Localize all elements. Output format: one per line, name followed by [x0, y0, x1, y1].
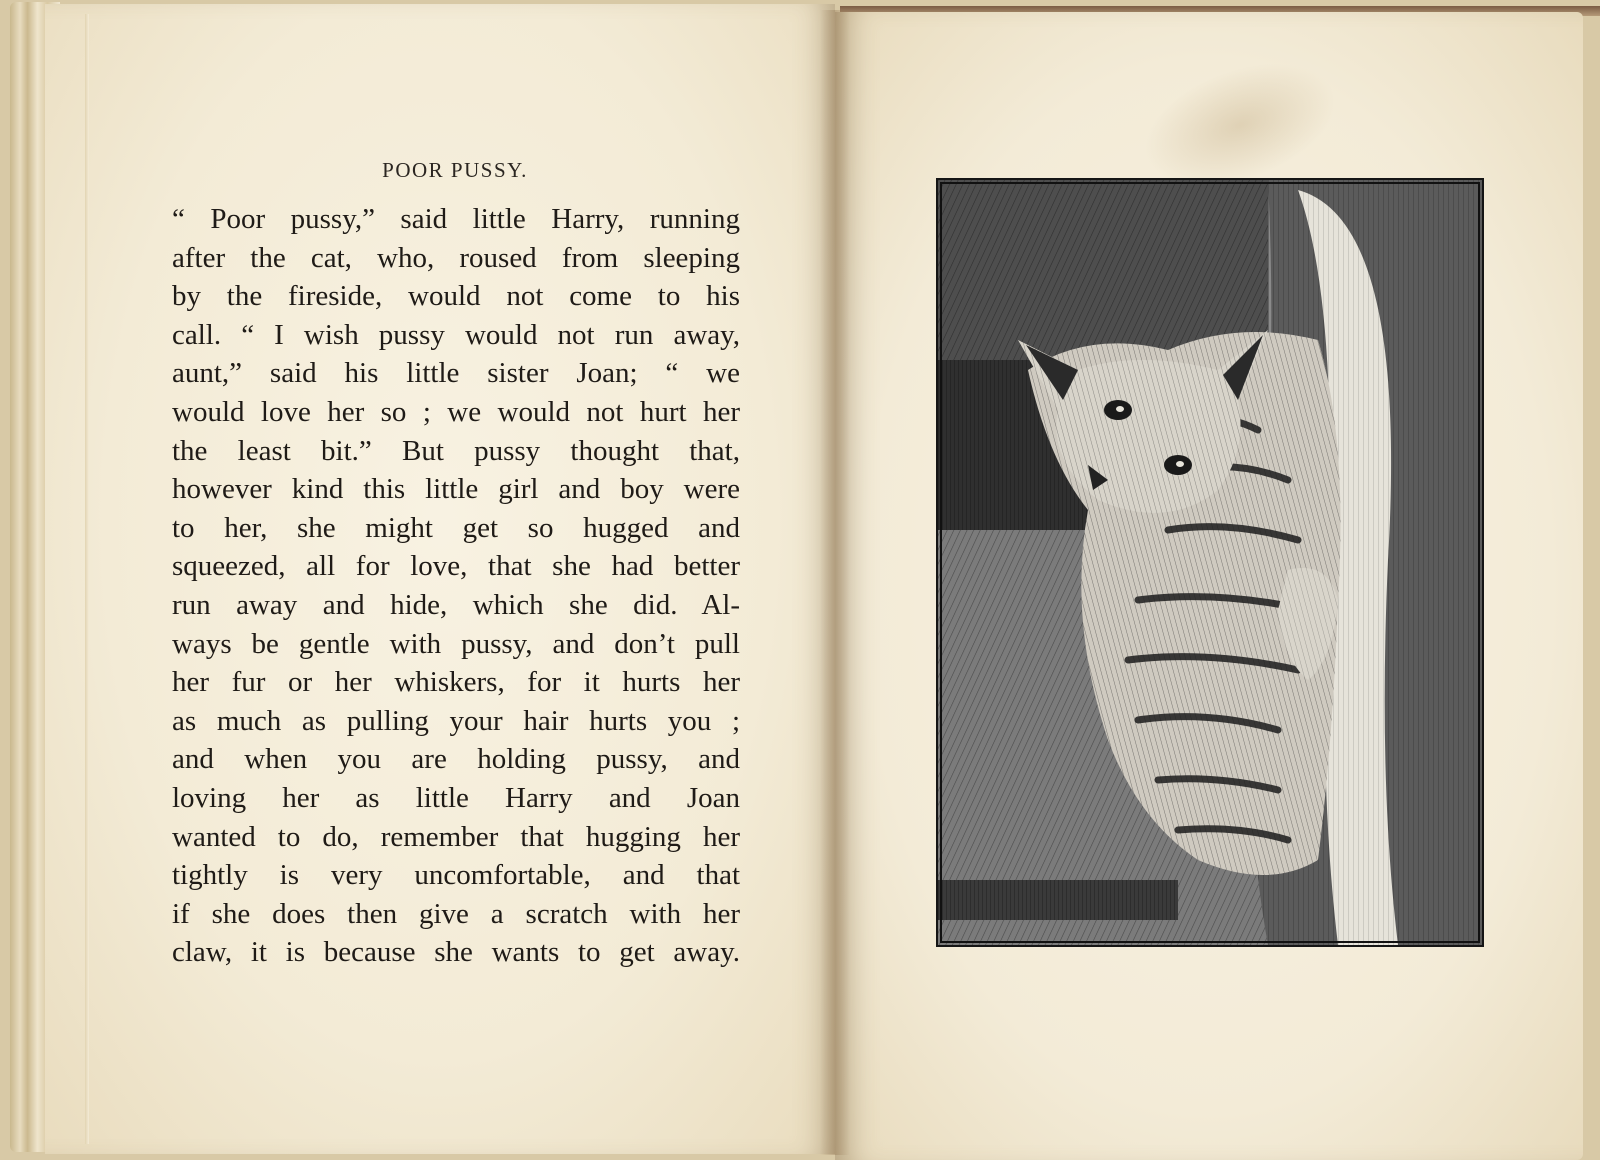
running-head: POOR PUSSY. — [382, 158, 528, 182]
text-line: run away and hide, which she did. Al- — [172, 588, 740, 621]
text-line: aunt,” said his little sister Joan; “ we — [172, 357, 740, 390]
page-shadow — [85, 14, 89, 1144]
text-line: however kind this little girl and boy were — [172, 473, 740, 506]
text-line: call. “ I wish pussy would not run away, — [172, 318, 740, 351]
text-line: by the fireside, would not come to his — [172, 280, 740, 313]
text-line: after the cat, who, roused from sleeping — [172, 241, 740, 274]
text-line: ways be gentle with pussy, and don’t pull — [172, 627, 740, 660]
text-line: would love her so ; we would not hurt her — [172, 395, 740, 428]
story-text — [172, 200, 740, 972]
text-line: “ Poor pussy,” said little Harry, running — [172, 203, 740, 235]
text-line: her fur or her whiskers, for it hurts her — [172, 666, 740, 699]
text-line: claw, it is because she wants to get away. — [172, 936, 740, 969]
text-line: loving her as little Harry and Joan — [172, 781, 740, 814]
text-line: and when you are holding pussy, and — [172, 743, 740, 776]
engraving-tabby-cat-icon — [938, 180, 1482, 945]
book-gutter — [820, 10, 850, 1155]
text-line: to her, she might get so hugged and — [172, 511, 740, 544]
text-line: as much as pulling your hair hurts you ; — [172, 704, 740, 737]
cat-illustration — [936, 178, 1484, 947]
text-line: squeezed, all for love, that she had better — [172, 550, 740, 583]
text-line: wanted to do, remember that hugging her — [172, 820, 740, 853]
text-line: if she does then give a scratch with her — [172, 897, 740, 930]
text-line: the least bit.” But pussy thought that, — [172, 434, 740, 467]
text-line: tightly is very uncomfortable, and that — [172, 859, 740, 892]
